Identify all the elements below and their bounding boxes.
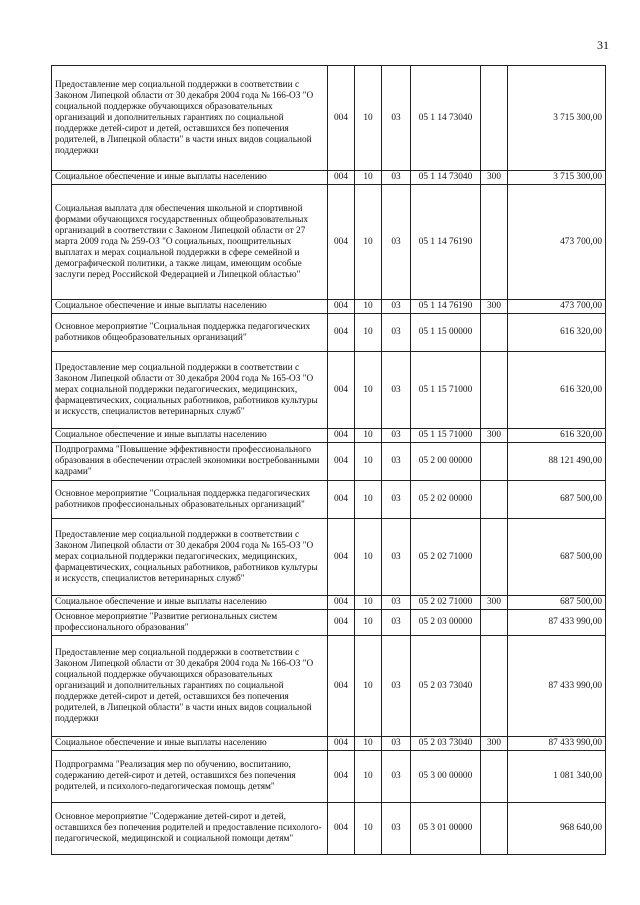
table-row [52, 610, 606, 636]
subsection-code: 03 [382, 443, 411, 481]
amount: 88 121 490,00 [508, 443, 606, 481]
subsection-code: 03 [382, 519, 411, 596]
expense-type-code [481, 610, 508, 636]
subsection-code: 03 [382, 737, 411, 751]
subsection-code: 03 [382, 314, 411, 352]
table-row [52, 519, 606, 596]
amount: 687 500,00 [508, 481, 606, 519]
target-article-code: 05 1 15 00000 [411, 314, 481, 352]
item-name: Подпрограмма "Повышение эффективности профессионального образования в обеспечении отраслей экономики востребованными кадрами" [52, 443, 328, 481]
section-code: 10 [355, 352, 382, 429]
item-name: Основное мероприятие "Социальная поддержка педагогических работников профессиональных образовательных организаций" [52, 481, 328, 519]
section-code: 10 [355, 300, 382, 314]
expense-type-code [481, 443, 508, 481]
target-article-code: 05 2 00 00000 [411, 443, 481, 481]
table-body [52, 66, 606, 855]
target-article-code: 05 2 02 00000 [411, 481, 481, 519]
page-number: 31 [597, 38, 609, 52]
amount: 87 433 990,00 [508, 610, 606, 636]
expense-type-code: 300 [481, 429, 508, 443]
section-code: 10 [355, 610, 382, 636]
amount: 1 081 340,00 [508, 751, 606, 803]
section-code: 10 [355, 751, 382, 803]
subsection-code: 03 [382, 352, 411, 429]
ministry-code: 004 [328, 185, 355, 300]
expense-type-code [481, 519, 508, 596]
section-code: 10 [355, 596, 382, 610]
expense-type-code [481, 185, 508, 300]
amount: 687 500,00 [508, 519, 606, 596]
item-name: Социальное обеспечение и иные выплаты населению [52, 429, 328, 443]
ministry-code: 004 [328, 737, 355, 751]
target-article-code: 05 3 00 00000 [411, 751, 481, 803]
table-row [52, 737, 606, 751]
item-name: Подпрограмма "Реализация мер по обучению, воспитанию, содержанию детей-сирот и детей, оставшихся без попечения родителей, и психолого-педагогическая помощь детям" [52, 751, 328, 803]
item-name: Предоставление мер социальной поддержки в соответствии с Законом Липецкой области от 30 декабря 2004 года № 166-ОЗ "О социальной поддержке обучающихся образовательных организаций и дополнительных гарантиях по социальной поддержке детей-сирот и детей, оставшихся без попечения родителей, в Липецкой области" в части иных видов социальной поддержки [52, 66, 328, 171]
section-code: 10 [355, 481, 382, 519]
ministry-code: 004 [328, 314, 355, 352]
ministry-code: 004 [328, 519, 355, 596]
item-name: Основное мероприятие "Содержание детей-сирот и детей, оставшихся без попечения родителей и предоставление психолого-педагогической, медицинской и социальной помощи детям" [52, 803, 328, 855]
section-code: 10 [355, 171, 382, 185]
subsection-code: 03 [382, 610, 411, 636]
ministry-code: 004 [328, 429, 355, 443]
subsection-code: 03 [382, 66, 411, 171]
expense-type-code: 300 [481, 596, 508, 610]
expense-type-code [481, 636, 508, 737]
expense-type-code [481, 66, 508, 171]
expense-type-code: 300 [481, 737, 508, 751]
subsection-code: 03 [382, 429, 411, 443]
target-article-code: 05 1 15 71000 [411, 352, 481, 429]
ministry-code: 004 [328, 66, 355, 171]
target-article-code: 05 2 02 71000 [411, 596, 481, 610]
target-article-code: 05 1 14 73040 [411, 66, 481, 171]
subsection-code: 03 [382, 636, 411, 737]
item-name: Основное мероприятие "Развитие региональных систем профессионального образования" [52, 610, 328, 636]
target-article-code: 05 1 14 76190 [411, 300, 481, 314]
item-name: Социальная выплата для обеспечения школьной и спортивной формами обучающихся государственных общеобразовательных организаций в соответствии с Законом Липецкой области от 27 марта 2009 года № 259-ОЗ "О социальных, поощрительных выплатах и мерах социальной поддержки в сфере семейной и демографической политики, а также лицам, имеющим особые заслуги перед Российской Федерацией и Липецкой областью" [52, 185, 328, 300]
ministry-code: 004 [328, 636, 355, 737]
item-name: Социальное обеспечение и иные выплаты населению [52, 737, 328, 751]
section-code: 10 [355, 185, 382, 300]
expense-type-code [481, 314, 508, 352]
amount: 968 640,00 [508, 803, 606, 855]
item-name: Социальное обеспечение и иные выплаты населению [52, 300, 328, 314]
target-article-code: 05 1 14 76190 [411, 185, 481, 300]
amount: 687 500,00 [508, 596, 606, 610]
item-name: Социальное обеспечение и иные выплаты населению [52, 171, 328, 185]
ministry-code: 004 [328, 481, 355, 519]
target-article-code: 05 2 03 00000 [411, 610, 481, 636]
budget-table [51, 65, 606, 855]
ministry-code: 004 [328, 300, 355, 314]
expense-type-code [481, 352, 508, 429]
ministry-code: 004 [328, 803, 355, 855]
ministry-code: 004 [328, 751, 355, 803]
amount: 616 320,00 [508, 429, 606, 443]
ministry-code: 004 [328, 171, 355, 185]
item-name: Предоставление мер социальной поддержки в соответствии с Законом Липецкой области от 30 декабря 2004 года № 166-ОЗ "О социальной поддержке обучающихся образовательных организаций и дополнительных гарантиях по социальной поддержке детей-сирот и детей, оставшихся без попечения родителей, в Липецкой области" в части иных видов социальной поддержки [52, 636, 328, 737]
amount: 87 433 990,00 [508, 737, 606, 751]
section-code: 10 [355, 519, 382, 596]
subsection-code: 03 [382, 300, 411, 314]
expense-type-code [481, 481, 508, 519]
table-row [52, 481, 606, 519]
ministry-code: 004 [328, 443, 355, 481]
target-article-code: 05 1 14 73040 [411, 171, 481, 185]
expense-type-code [481, 751, 508, 803]
subsection-code: 03 [382, 596, 411, 610]
table-row [52, 803, 606, 855]
table-row [52, 66, 606, 171]
item-name: Предоставление мер социальной поддержки в соответствии с Законом Липецкой области от 30 декабря 2004 года № 165-ОЗ "О мерах социальной поддержки педагогических, медицинских, фармацевтических, социальных работников, работников культуры и искусств, специалистов ветеринарных служб" [52, 519, 328, 596]
amount: 3 715 300,00 [508, 171, 606, 185]
target-article-code: 05 2 02 71000 [411, 519, 481, 596]
section-code: 10 [355, 66, 382, 171]
amount: 3 715 300,00 [508, 66, 606, 171]
item-name: Социальное обеспечение и иные выплаты населению [52, 596, 328, 610]
table-row [52, 429, 606, 443]
ministry-code: 004 [328, 352, 355, 429]
expense-type-code: 300 [481, 171, 508, 185]
section-code: 10 [355, 737, 382, 751]
subsection-code: 03 [382, 481, 411, 519]
item-name: Предоставление мер социальной поддержки в соответствии с Законом Липецкой области от 30 декабря 2004 года № 165-ОЗ "О мерах социальной поддержки педагогических, медицинских, фармацевтических, социальных работников, работников культуры и искусств, специалистов ветеринарных служб" [52, 352, 328, 429]
expense-type-code: 300 [481, 300, 508, 314]
expense-type-code [481, 803, 508, 855]
amount: 616 320,00 [508, 352, 606, 429]
table-row [52, 596, 606, 610]
table-row [52, 352, 606, 429]
ministry-code: 004 [328, 596, 355, 610]
target-article-code: 05 2 03 73040 [411, 737, 481, 751]
amount: 616 320,00 [508, 314, 606, 352]
target-article-code: 05 1 15 71000 [411, 429, 481, 443]
table-row [52, 185, 606, 300]
target-article-code: 05 3 01 00000 [411, 803, 481, 855]
amount: 473 700,00 [508, 300, 606, 314]
table-row [52, 314, 606, 352]
target-article-code: 05 2 03 73040 [411, 636, 481, 737]
amount: 87 433 990,00 [508, 636, 606, 737]
section-code: 10 [355, 314, 382, 352]
section-code: 10 [355, 803, 382, 855]
section-code: 10 [355, 636, 382, 737]
section-code: 10 [355, 429, 382, 443]
section-code: 10 [355, 443, 382, 481]
amount: 473 700,00 [508, 185, 606, 300]
subsection-code: 03 [382, 185, 411, 300]
table-row [52, 300, 606, 314]
subsection-code: 03 [382, 803, 411, 855]
table-row [52, 171, 606, 185]
subsection-code: 03 [382, 751, 411, 803]
ministry-code: 004 [328, 610, 355, 636]
table-row [52, 636, 606, 737]
table-row [52, 751, 606, 803]
subsection-code: 03 [382, 171, 411, 185]
table-row [52, 443, 606, 481]
item-name: Основное мероприятие "Социальная поддержка педагогических работников общеобразовательных организаций" [52, 314, 328, 352]
